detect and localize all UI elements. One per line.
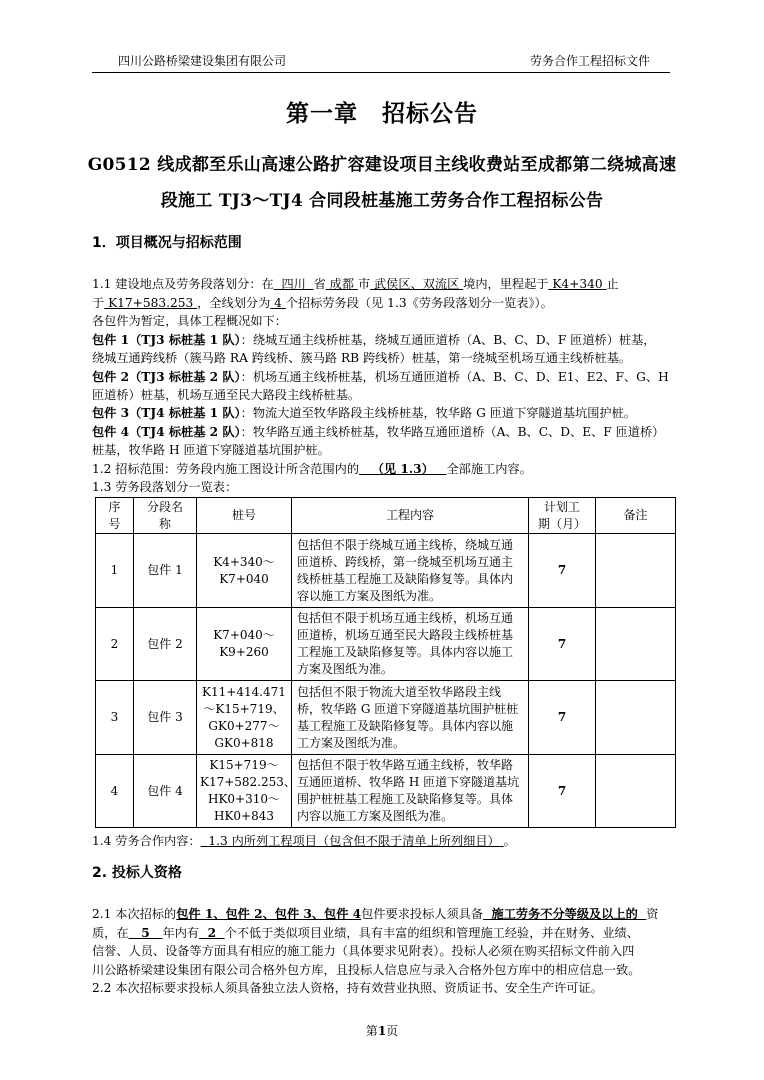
cell-no: 3 — [96, 681, 134, 755]
main-title-line1: G0512 线成都至乐山高速公路扩容建设项目主线收费站至成都第二绕城高速 — [87, 155, 677, 175]
header-rule — [92, 72, 670, 73]
main-title-line2: 段施工 TJ3～TJ4 合同段桩基施工劳务合作工程招标公告 — [160, 191, 604, 211]
cell-name: 包件 2 — [134, 608, 197, 681]
cell-no: 1 — [96, 534, 134, 608]
section1-heading: 1．项目概况与招标范围 — [92, 235, 242, 251]
th-remark: 备注 — [596, 498, 676, 534]
cell-no: 4 — [96, 755, 134, 828]
th-no: 序 号 — [96, 498, 134, 534]
table-row — [96, 681, 676, 755]
cell-period: 7 — [529, 755, 596, 828]
para-1-1: 1.1 建设地点及劳务段落划分：在 四川 省 成都 市 武侯区、双流区 境内，里程起于 K4+340 止 于 K17+583.253 ，全线划分为 4 个招标劳务段（见 1.3《劳务段落划分一览表》）。 各包件为暂定，具体工程概况如下： 包件 1（TJ3 标桩基 1 队）：绕城互通主线桥桩基，绕城互通匝道桥（A、B、C、D、F 匝道桥）桩基， 绕城互通跨线桥（簇马路 RA 跨线桥、簇马路 RB 跨线桥）桩基，第一绕城至机场互通主线桥桩基。 包件 2（TJ3 标桩基 2 队）：机场互通主线桥桩基，机场互通匝道桥（A、B、C、D、E1、E2、F、G、H 匝道桥）桩基，机场互通至民大路段主线桥桩基。 — [92, 277, 669, 402]
cell-station: K7+040～ K9+260 — [197, 608, 292, 681]
th-period: 计划工 期（月） — [529, 498, 596, 534]
table-row — [96, 534, 676, 608]
section2-heading: 2. 投标人资格 — [92, 865, 182, 881]
cell-period: 7 — [529, 608, 596, 681]
cell-remark — [596, 534, 676, 608]
cell-work: 包括但不限于物流大道至牧华路段主线桥，牧华路 G 匝道下穿隧道基坑围护桩桩基工程施工及缺陷修复等。具体内容以施工方案及图纸为准。 — [292, 681, 529, 755]
para-packages-3-4: 包件 3（TJ4 标桩基 1 队）：物流大道至牧华路段主线桥桩基，牧华路 G 匝道下穿隧道基坑围护桩。 包件 4（TJ4 标桩基 2 队）：牧华路互通主线桥桩基，牧华路互通匝道桥（A、B、C、D、E、F 匝道桥） 桩基，牧华路 H 匝道下穿隧道基坑围护桩。 1.2 招标范围：劳务段内施工图设计所含范围内的 （见 1.3） 全部施工内容。 1.3 劳务段落划分一览表： — [92, 406, 665, 494]
page-number: 第1页 — [365, 1024, 399, 1038]
cell-station: K11+414.471 ～K15+719、 GK0+277～ GK0+818 — [197, 681, 292, 755]
cell-work: 包括但不限于机场互通主线桥，机场互通匝道桥，机场互通至民大路段主线桥桩基工程施工及缺陷修复等。具体内容以施工方案及图纸为准。 — [292, 608, 529, 681]
cell-station: K4+340～ K7+040 — [197, 534, 292, 608]
cell-remark — [596, 608, 676, 681]
cell-no: 2 — [96, 608, 134, 681]
table-row — [96, 755, 676, 828]
table-header-row — [96, 498, 676, 534]
cell-work: 包括但不限于绕城互通主线桥，绕城互通匝道桥、跨线桥，第一绕城至机场互通主线桥桩基工程施工及缺陷修复等。具体内容以施工方案及图纸为准。 — [292, 534, 529, 608]
cell-work: 包括但不限于牧华路互通主线桥，牧华路互通匝道桥、牧华路 H 匝道下穿隧道基坑围护桩桩基工程施工及缺陷修复等。具体内容以施工方案及图纸为准。 — [292, 755, 529, 828]
chapter-title: 第一章 招标公告 — [286, 101, 478, 127]
header-company: 四川公路桥梁建设集团有限公司 — [118, 54, 287, 68]
cell-name: 包件 4 — [134, 755, 197, 828]
cell-period: 7 — [529, 534, 596, 608]
th-work: 工程内容 — [292, 498, 529, 534]
cell-station: K15+719～ K17+582.253、 HK0+310～ HK0+843 — [197, 755, 292, 828]
cell-name: 包件 3 — [134, 681, 197, 755]
cell-period: 7 — [529, 681, 596, 755]
cell-remark — [596, 755, 676, 828]
th-name: 分段名 称 — [134, 498, 197, 534]
section-division-table — [95, 497, 676, 828]
cell-name: 包件 1 — [134, 534, 197, 608]
cell-remark — [596, 681, 676, 755]
th-station: 桩号 — [197, 498, 292, 534]
header-doc-title: 劳务合作工程招标文件 — [530, 54, 651, 68]
para-1-4: 1.4 劳务合作内容： 1.3 内所列工程项目（包含但不限于清单上所列细目） 。 — [92, 834, 516, 848]
table-row — [96, 608, 676, 681]
para-2-1: 2.1 本次招标的包件 1、包件 2、包件 3、包件 4包件要求投标人须具备 施工劳务不分等级及以上的 资 质，在 5 年内有 2 个不低于类似项目业绩，具有丰富的组织和管理施工经验，并在财务、业绩、 信誉、人员、设备等方面具有相应的施工能力（具体要求见附表）。投标人必须在购买招标文件前入四 川公路桥梁建设集团有限公司合格外包方库，且投标人信息应与录入合格外包方库中的相应信息一致。 2.2 本次招标要求投标人须具备独立法人资格，持有效营业执照、资质证书、安全生产许可证。 — [92, 907, 659, 995]
